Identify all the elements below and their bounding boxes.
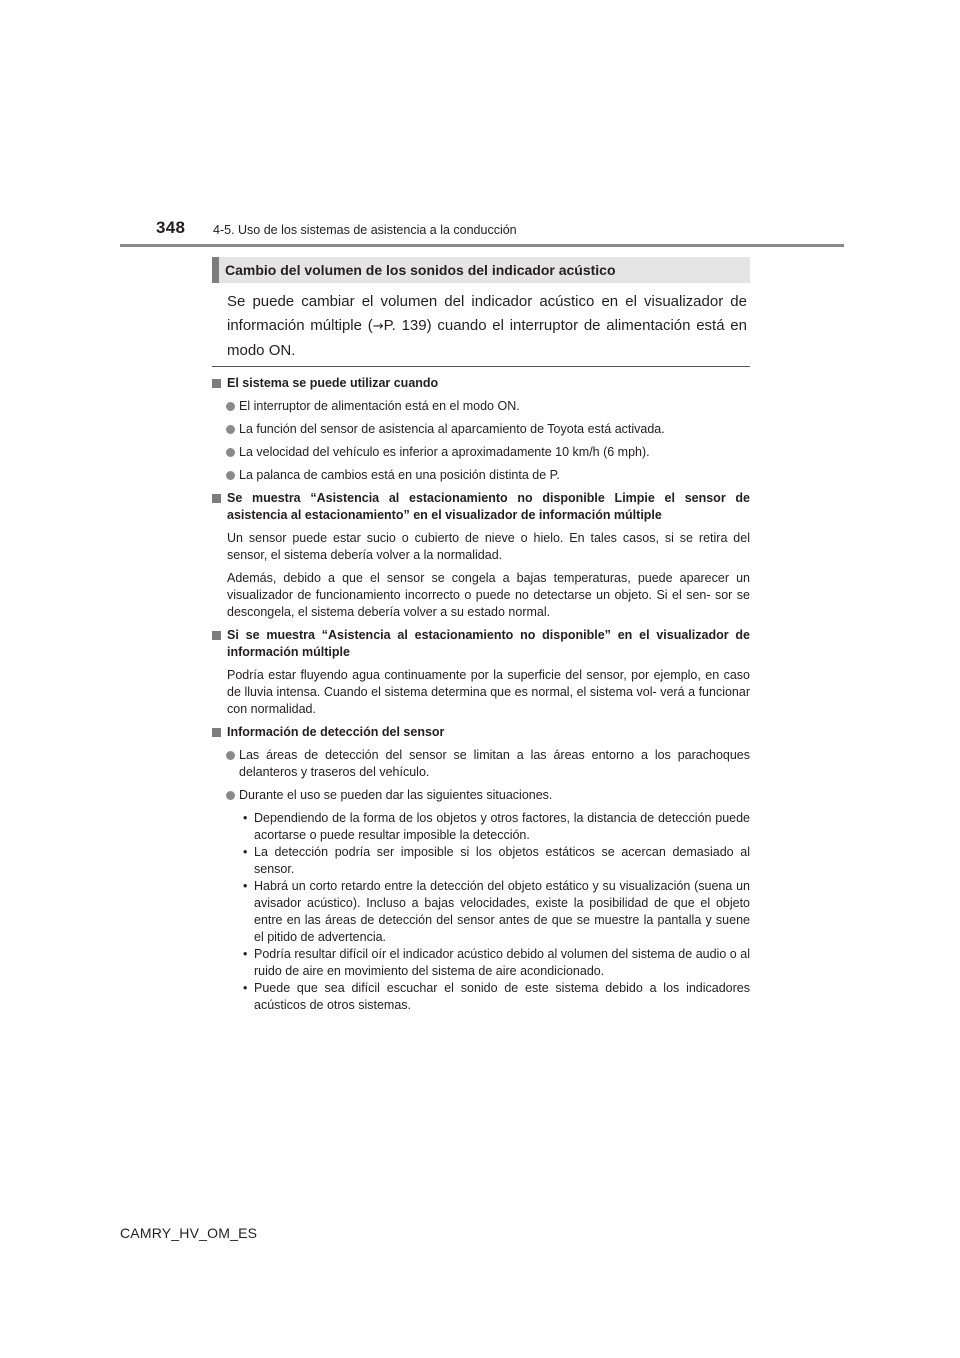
notes-section bbox=[212, 375, 750, 1014]
list-item-text: La velocidad del vehículo es inferior a aproximadamente 10 km/h (6 mph). bbox=[239, 445, 650, 459]
sub-bullet-mark: • bbox=[243, 947, 248, 961]
intro-text-before: Se puede cambiar el volumen del indicador acústico en el visualizador de información múltiple ( bbox=[227, 293, 747, 334]
list-item-text: La función del sensor de asistencia al aparcamiento de Toyota está activada. bbox=[239, 422, 665, 436]
reference-arrow: → bbox=[372, 319, 384, 334]
header-rule bbox=[120, 244, 844, 247]
page-number: 348 bbox=[156, 218, 186, 237]
sub-bullet-mark: • bbox=[243, 811, 248, 825]
circle-bullet-icon bbox=[226, 448, 235, 457]
section-header: 4-5. Uso de los sistemas de asistencia a la conducción bbox=[213, 223, 517, 237]
note-title: Si se muestra “Asistencia al estacionamiento no disponible” en el visualizador de información múltiple bbox=[227, 628, 750, 659]
note-title: El sistema se puede utilizar cuando bbox=[227, 376, 439, 390]
sub-bullet-mark: • bbox=[243, 981, 248, 995]
square-bullet-icon bbox=[212, 728, 221, 737]
sub-list-item bbox=[212, 810, 750, 844]
heading-bar bbox=[212, 257, 750, 283]
note-heading bbox=[212, 490, 750, 524]
list-item-text: Durante el uso se pueden dar las siguientes situaciones. bbox=[239, 788, 553, 802]
intro-paragraph bbox=[227, 290, 747, 363]
sub-item-text: La detección podría ser imposible si los objetos estáticos se acercan demasiado al sensor. bbox=[254, 845, 750, 876]
sub-bullet-mark: • bbox=[243, 879, 248, 893]
sub-item-text: Dependiendo de la forma de los objetos y otros factores, la distancia de detección puede acortarse o puede resultar imposible la detección. bbox=[254, 811, 750, 842]
sub-list-item bbox=[212, 946, 750, 980]
list-item bbox=[212, 747, 750, 781]
square-bullet-icon bbox=[212, 379, 221, 388]
note-paragraph: Podría estar fluyendo agua continuamente por la superficie del sensor, por ejemplo, en caso de lluvia intensa. Cuando el sistema determina que es normal, el sistema vol- verá a funcionar con normalidad. bbox=[227, 668, 750, 716]
sub-list bbox=[212, 810, 750, 1014]
circle-bullet-icon bbox=[226, 402, 235, 411]
note-title: Información de detección del sensor bbox=[227, 725, 445, 739]
square-bullet-icon bbox=[212, 631, 221, 640]
note-title: Se muestra “Asistencia al estacionamiento no disponible Limpie el sensor de asistencia al estacionamiento” en el visualizador de información múltiple bbox=[227, 491, 750, 522]
content-rule bbox=[212, 366, 750, 367]
list-item-text: La palanca de cambios está en una posición distinta de P. bbox=[239, 468, 560, 482]
note-heading bbox=[212, 627, 750, 661]
list-item-text: El interruptor de alimentación está en el modo ON. bbox=[239, 399, 520, 413]
circle-bullet-icon bbox=[226, 471, 235, 480]
list-item bbox=[212, 421, 750, 438]
note-paragraph: Además, debido a que el sensor se congela a bajas temperaturas, puede aparecer un visualizador de funcionamiento incorrecto o puede no detectarse un objeto. Si el sen- sor se descongela, el sistema debería volver a su estado normal. bbox=[227, 571, 750, 619]
list-item bbox=[212, 787, 750, 804]
heading-tab bbox=[212, 257, 219, 283]
note-heading bbox=[212, 724, 750, 741]
list-item bbox=[212, 444, 750, 461]
sub-bullet-mark: • bbox=[243, 845, 248, 859]
list-item bbox=[212, 398, 750, 415]
heading-title: Cambio del volumen de los sonidos del indicador acústico bbox=[225, 262, 616, 278]
note-paragraph: Un sensor puede estar sucio o cubierto de nieve o hielo. En tales casos, si se retira del sensor, el sistema debería volver a la normalidad. bbox=[227, 531, 750, 562]
sub-list-item bbox=[212, 878, 750, 946]
circle-bullet-icon bbox=[226, 425, 235, 434]
sub-item-text: Habrá un corto retardo entre la detección del objeto estático y su visualización (suena un avisador acústico). Incluso a bajas velocidades, existe la posibilidad de que el objeto entre en las áreas de detección del sensor antes de que se muestre la pantalla y suene el pitido de advertencia. bbox=[254, 879, 750, 944]
sub-item-text: Puede que sea difícil escuchar el sonido de este sistema debido a los indicadores acústicos de otros sistemas. bbox=[254, 981, 750, 1012]
intro-text-after: P. 139) cuando el interruptor de alimentación está en modo ON. bbox=[227, 317, 747, 359]
list-item bbox=[212, 467, 750, 484]
circle-bullet-icon bbox=[226, 751, 235, 760]
sub-list-item bbox=[212, 844, 750, 878]
list-item-text: Las áreas de detección del sensor se limitan a las áreas entorno a los parachoques delanteros y traseros del vehículo. bbox=[239, 748, 750, 779]
note-heading bbox=[212, 375, 750, 392]
document-code: CAMRY_HV_OM_ES bbox=[120, 1225, 258, 1241]
square-bullet-icon bbox=[212, 494, 221, 503]
sub-item-text: Podría resultar difícil oír el indicador acústico debido al volumen del sistema de audio o al ruido de aire en movimiento del sistema de aire acondicionado. bbox=[254, 947, 750, 978]
circle-bullet-icon bbox=[226, 791, 235, 800]
sub-list-item bbox=[212, 980, 750, 1014]
